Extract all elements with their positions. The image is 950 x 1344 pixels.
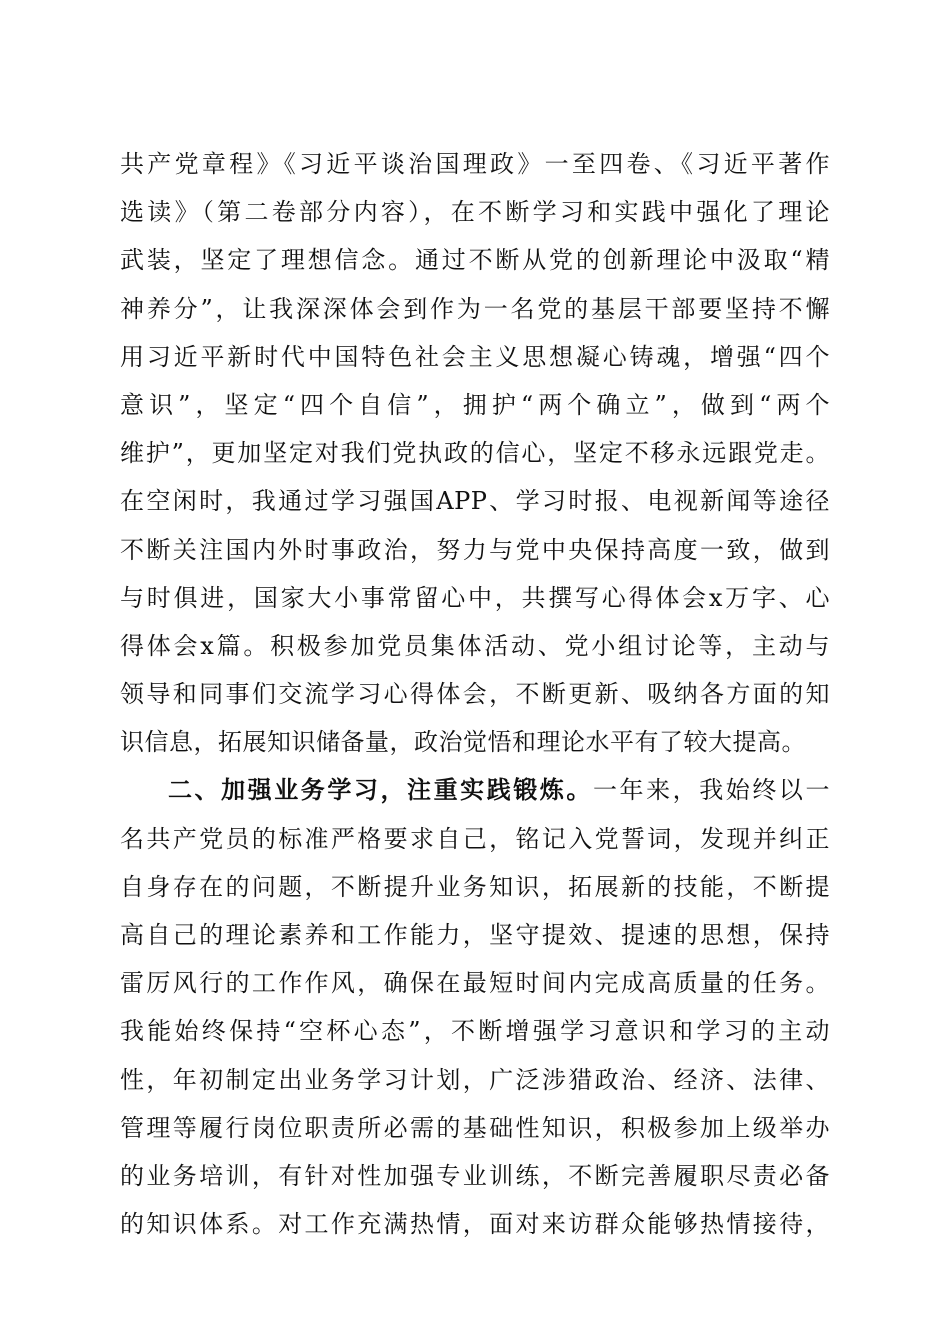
section-2-first-line bbox=[120, 766, 830, 814]
body-text bbox=[120, 140, 830, 1248]
text-line: 得体会x篇。积极参加党员集体活动、党小组讨论等，主动与 bbox=[120, 631, 830, 660]
text-line: 在空闲时，我通过学习强国APP、学习时报、电视新闻等途径 bbox=[120, 487, 830, 516]
text-line: 识信息，拓展知识储备量，政治觉悟和理论水平有了较大提高。 bbox=[120, 728, 806, 757]
text-line: 高自己的理论素养和工作能力，坚守提效、提速的思想，保持 bbox=[120, 921, 830, 949]
text-line: 神养分”，让我深深体会到作为一名党的基层干部要坚持不懈 bbox=[120, 294, 830, 323]
text-line: 我能始终保持“空杯心态”，不断增强学习意识和学习的主动 bbox=[120, 1017, 830, 1046]
text-line: 维护”，更加坚定对我们党执政的信心，坚定不移永远跟党走。 bbox=[120, 439, 830, 468]
text-line: 共产党章程》《习近平谈治国理政》一至四卷、《习近平著作 bbox=[120, 150, 830, 178]
section-2-heading: 二、加强业务学习，注重实践锻炼。 bbox=[168, 775, 593, 805]
text-line: 选读》（第二卷部分内容），在不断学习和实践中强化了理论 bbox=[120, 198, 830, 227]
text-line: 性，年初制定出业务学习计划，广泛涉猎政治、经济、法律、 bbox=[120, 1065, 830, 1094]
text-line: 意识”，坚定“四个自信”，拥护“两个确立”，做到“两个 bbox=[120, 390, 830, 419]
text-line: 管理等履行岗位职责所必需的基础性知识，积极参加上级举办 bbox=[120, 1113, 830, 1142]
text-line: 武装，坚定了理想信念。通过不断从党的创新理论中汲取“精 bbox=[120, 246, 830, 275]
text-line: 用习近平新时代中国特色社会主义思想凝心铸魂，增强“四个 bbox=[120, 342, 830, 371]
text-line: 的知识体系。对工作充满热情，面对来访群众能够热情接待， bbox=[120, 1210, 830, 1239]
text-line: 领导和同事们交流学习心得体会，不断更新、吸纳各方面的知 bbox=[120, 680, 830, 709]
text-line: 不断关注国内外时事政治，努力与党中央保持高度一致，做到 bbox=[120, 535, 830, 564]
text-line: 自身存在的问题，不断提升业务知识，拓展新的技能，不断提 bbox=[120, 872, 830, 901]
section-2-first-line-text: 一年来，我始终以一 bbox=[593, 776, 830, 805]
text-line: 的业务培训，有针对性加强专业训练，不断完善履职尽责必备 bbox=[120, 1161, 830, 1190]
text-line: 名共产党员的标准严格要求自己，铭记入党誓词，发现并纠正 bbox=[120, 824, 830, 853]
text-line: 雷厉风行的工作作风，确保在最短时间内完成高质量的任务。 bbox=[120, 969, 830, 998]
text-line: 与时俱进，国家大小事常留心中，共撰写心得体会x万字、心 bbox=[120, 583, 830, 612]
